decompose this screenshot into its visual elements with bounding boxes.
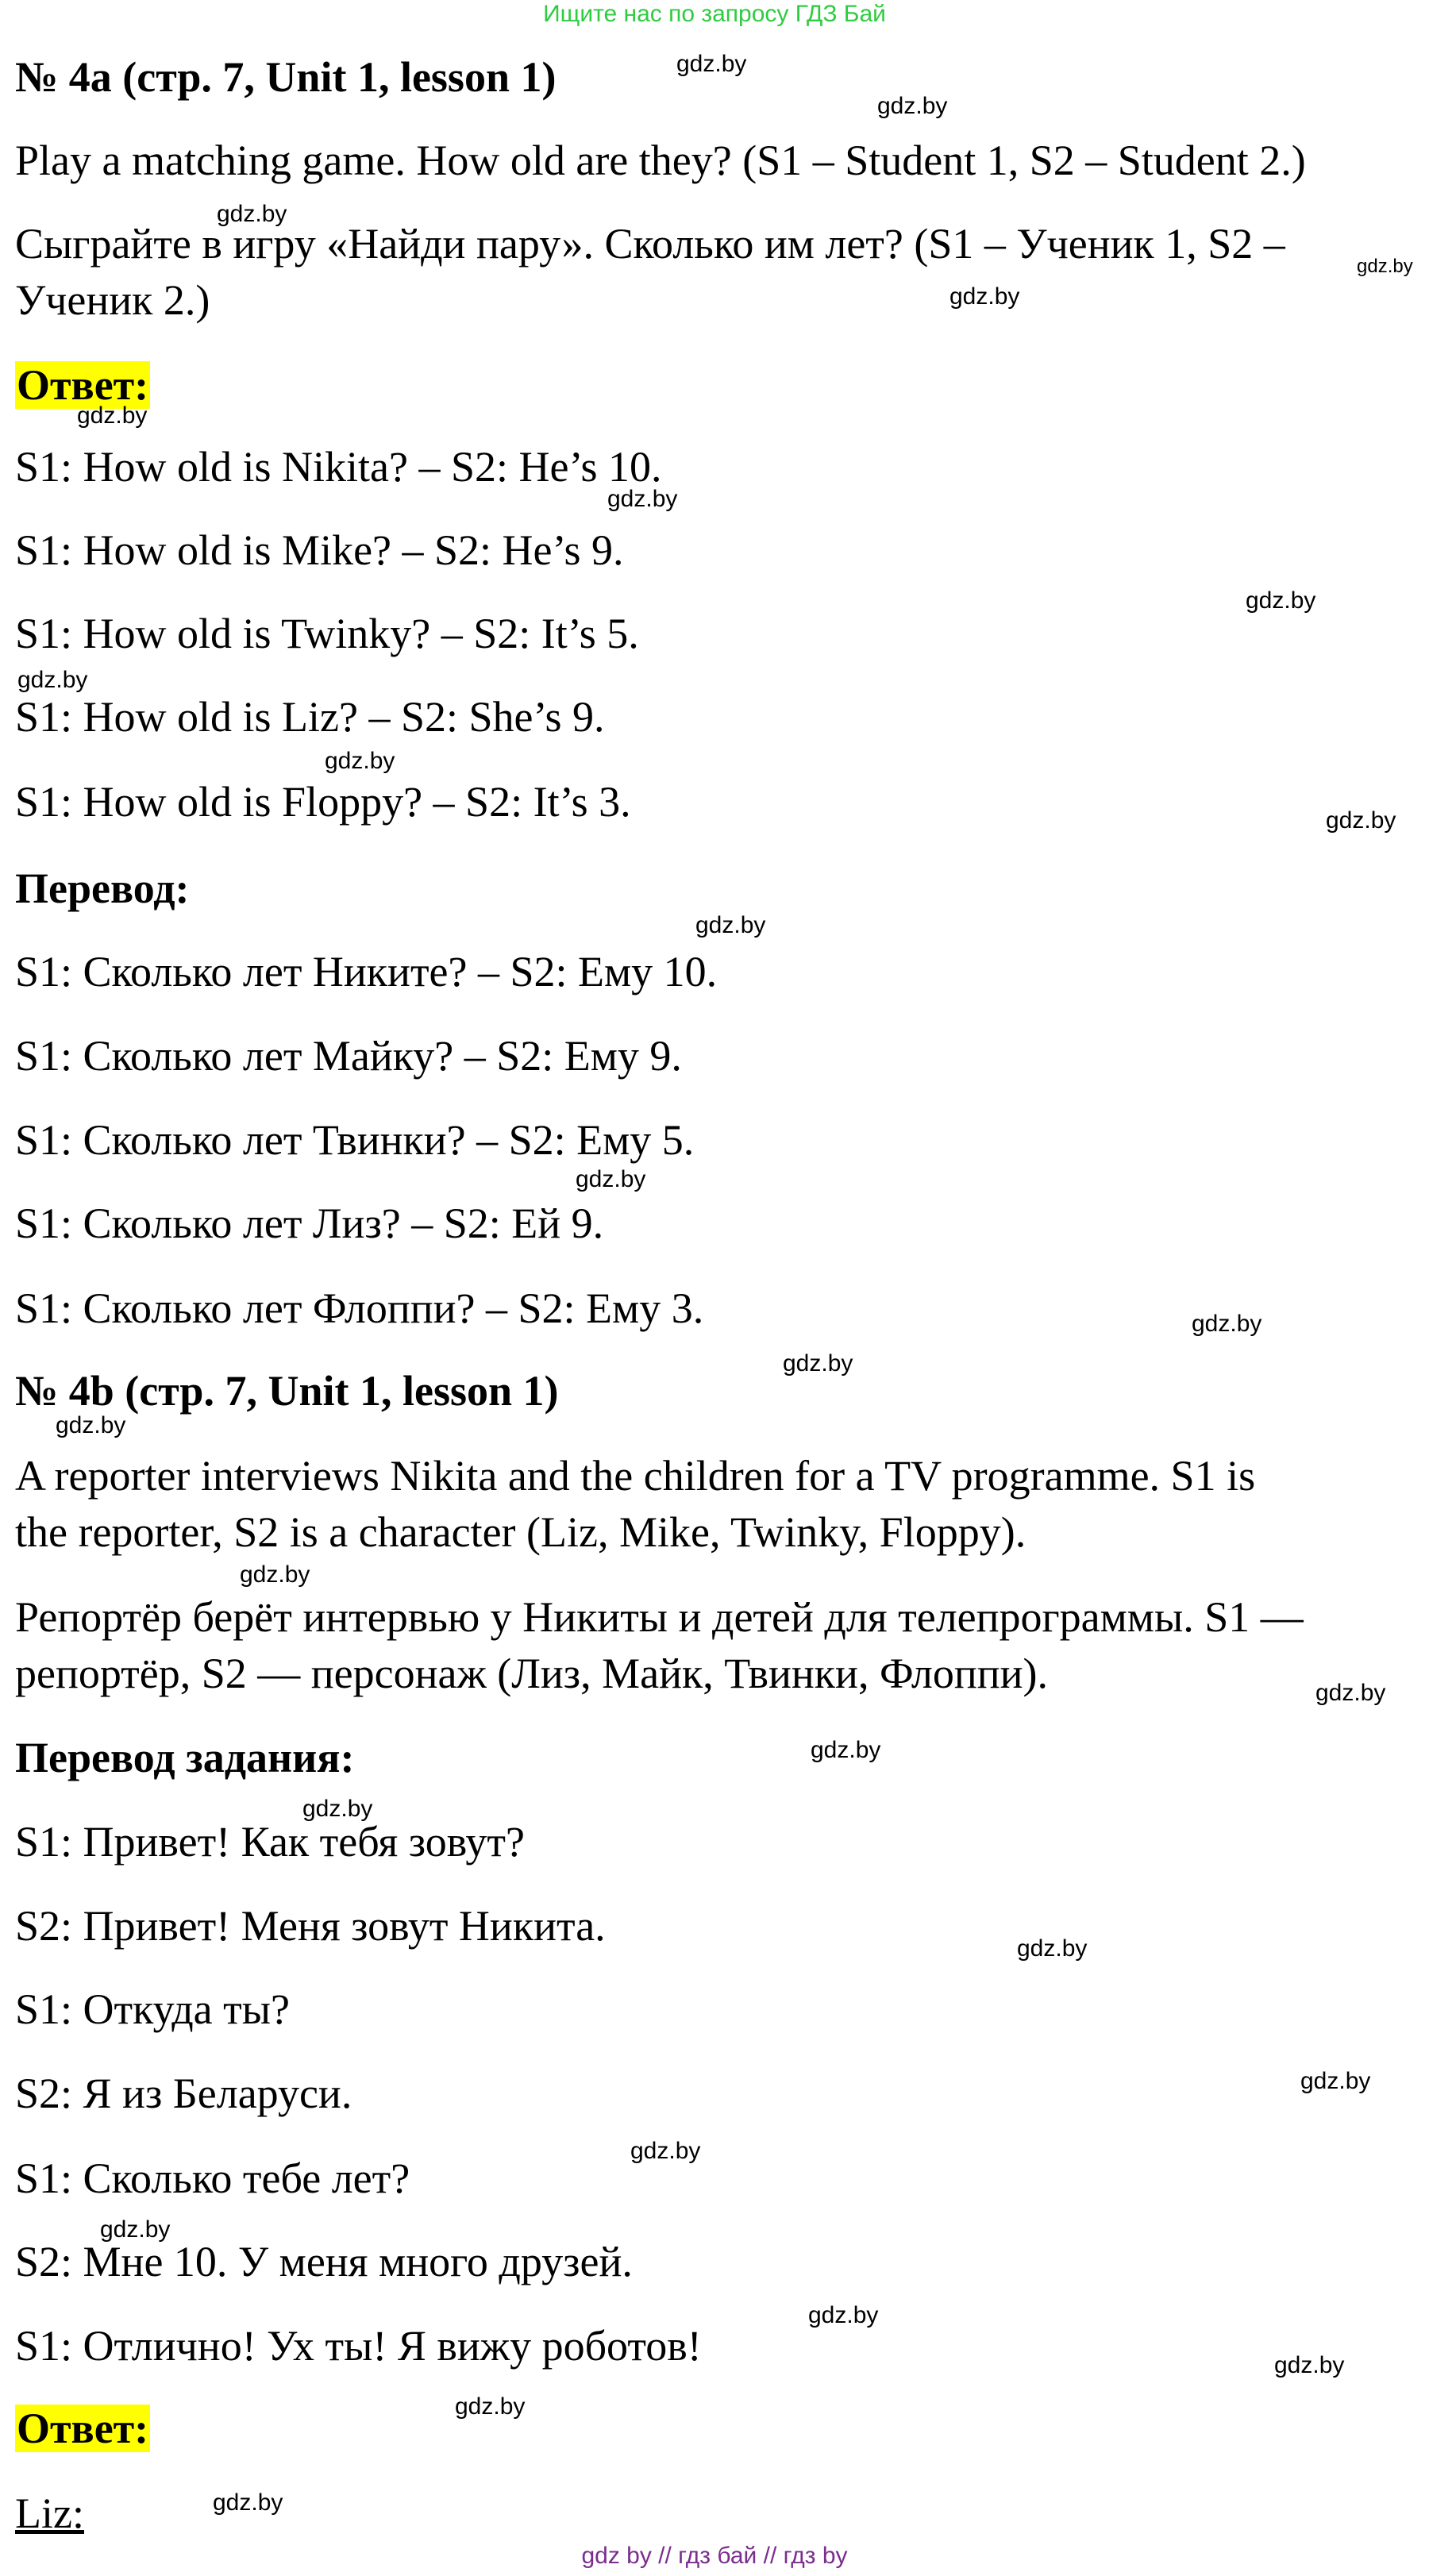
watermark: gdz.by	[240, 1561, 310, 1588]
watermark: gdz.by	[1357, 256, 1413, 277]
task-4a-translation-line: S1: Сколько лет Твинки? – S2: Ему 5.	[15, 1116, 695, 1164]
task-4b-dialogue-line: S1: Отлично! Ух ты! Я вижу роботов!	[15, 2322, 702, 2370]
task-4b-instruction-en-line2: the reporter, S2 is a character (Liz, Mike, Twinky, Floppy).	[15, 1508, 1026, 1556]
watermark: gdz.by	[607, 486, 678, 512]
task-4b-answer-label: Ответ:	[17, 2405, 149, 2452]
task-4b-dialogue-line: S2: Мне 10. У меня много друзей.	[15, 2238, 633, 2285]
task-4a-translation-line: S1: Сколько лет Никите? – S2: Ему 10.	[15, 948, 718, 995]
watermark: gdz.by	[1315, 1680, 1386, 1706]
task-4b-dialogue-line: S1: Сколько тебе лет?	[15, 2154, 410, 2202]
watermark: gdz.by	[56, 1412, 126, 1438]
task-4b-dialogue-line: S2: Я из Беларуси.	[15, 2070, 352, 2117]
watermark: gdz.by	[1017, 1935, 1088, 1962]
watermark: gdz.by	[877, 93, 948, 119]
watermark: gdz.by	[695, 912, 766, 938]
task-4b-instruction-ru-line2: репортёр, S2 — персонаж (Лиз, Майк, Твинки, Флоппи).	[15, 1650, 1049, 1697]
task-4b-dialogue-line: S1: Привет! Как тебя зовут?	[15, 1818, 525, 1866]
watermark: gdz.by	[949, 283, 1020, 310]
task-4b-dialogue-line: S1: Откуда ты?	[15, 1985, 290, 2033]
task-4a-translation-line: S1: Сколько лет Лиз? – S2: Ей 9.	[15, 1199, 604, 1247]
watermark: gdz.by	[1246, 587, 1316, 614]
watermark: gdz.by	[1300, 2068, 1371, 2094]
watermark: gdz.by	[576, 1166, 646, 1192]
task-4a-answer-label: Ответ:	[17, 361, 149, 409]
task-4a-instruction-ru-line2: Ученик 2.)	[15, 276, 210, 324]
task-4a-translation-line: S1: Сколько лет Майку? – S2: Ему 9.	[15, 1032, 682, 1080]
watermark: gdz.by	[217, 201, 287, 227]
task-4a-answer-line: S1: How old is Nikita? – S2: He’s 10.	[15, 443, 662, 491]
watermark: gdz.by	[77, 402, 148, 429]
top-banner: Ищите нас по запросу ГДЗ Бай	[543, 1, 886, 27]
watermark: gdz.by	[1274, 2352, 1345, 2378]
task-4b-dialogue-line: S2: Привет! Меня зовут Никита.	[15, 1902, 606, 1950]
task-4b-task-translation-label: Перевод задания:	[15, 1734, 355, 1781]
task-4a-title: № 4a (стр. 7, Unit 1, lesson 1)	[15, 53, 557, 101]
watermark: gdz.by	[630, 2138, 701, 2164]
task-4b-instruction-ru-line1: Репортёр берёт интервью у Никиты и детей для телепрограммы. S1 —	[15, 1593, 1304, 1641]
watermark: gdz.by	[455, 2393, 526, 2420]
watermark: gdz.by	[1326, 807, 1396, 834]
watermark: gdz.by	[302, 1796, 373, 1822]
task-4a-answer-line: S1: How old is Twinky? – S2: It’s 5.	[15, 610, 639, 657]
task-4b-character-label: Liz:	[15, 2489, 84, 2537]
watermark: gdz.by	[213, 2489, 283, 2516]
task-4a-translation-label: Перевод:	[15, 864, 190, 912]
task-4a-answer-line: S1: How old is Liz? – S2: She’s 9.	[15, 693, 605, 741]
watermark: gdz.by	[100, 2216, 171, 2243]
watermark: gdz.by	[325, 748, 395, 774]
watermark: gdz.by	[1192, 1311, 1262, 1337]
task-4a-answer-line: S1: How old is Mike? – S2: He’s 9.	[15, 526, 624, 574]
watermark: gdz.by	[811, 1737, 881, 1763]
task-4a-translation-line: S1: Сколько лет Флоппи? – S2: Ему 3.	[15, 1284, 704, 1332]
watermark: gdz.by	[17, 667, 88, 693]
task-4a-answer-line: S1: How old is Floppy? – S2: It’s 3.	[15, 778, 631, 826]
task-4b-title: № 4b (стр. 7, Unit 1, lesson 1)	[15, 1367, 559, 1415]
watermark: gdz.by	[808, 2302, 879, 2328]
task-4b-instruction-en-line1: A reporter interviews Nikita and the children for a TV programme. S1 is	[15, 1452, 1256, 1500]
task-4a-instruction-en: Play a matching game. How old are they? (S1 – Student 1, S2 – Student 2.)	[15, 137, 1306, 184]
task-4a-instruction-ru-line1: Сыграйте в игру «Найди пару». Сколько им лет? (S1 – Ученик 1, S2 –	[15, 220, 1285, 268]
footer-links: gdz by // гдз бай // гдз by	[581, 2543, 848, 2569]
watermark: gdz.by	[676, 51, 747, 77]
watermark: gdz.by	[783, 1350, 853, 1377]
